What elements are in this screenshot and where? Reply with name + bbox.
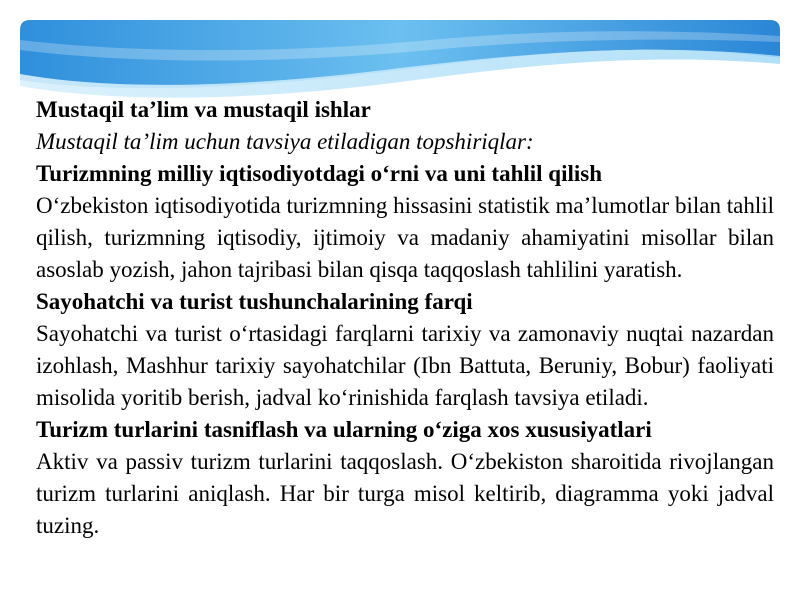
section-heading: Turizmning milliy iqtisodiyotdagi o‘rni va uni tahlil qilish — [36, 161, 602, 186]
slide-content — [36, 94, 774, 542]
slide-title: Mustaqil ta’lim va mustaqil ishlar — [36, 97, 371, 122]
slide-subtitle: Mustaqil ta’lim uchun tavsiya etiladigan topshiriqlar: — [36, 129, 534, 154]
section-text: Aktiv va passiv turizm turlarini taqqoslash. O‘zbekiston sharoitida rivojlangan turizm turlarini aniqlash. Har bir turga misol keltirib, diagramma yoki jadval tuzing. — [36, 449, 774, 538]
section-text: O‘zbekiston iqtisodiyotida turizmning hissasini statistik ma’lumotlar bilan tahlil qilish, turizmning iqtisodiy, ijtimoiy va madaniy ahamiyatini misollar bilan asoslab yozish, jahon tajribasi bilan qisqa taqqoslash tahlilini yaratish. — [36, 193, 774, 282]
section-heading: Turizm turlarini tasniflash va ularning o‘ziga xos xususiyatlari — [36, 417, 652, 442]
section-text: Sayohatchi va turist o‘rtasidagi farqlarni tarixiy va zamonaviy nuqtai nazardan izohlash, Mashhur tarixiy sayohatchilar (Ibn Battuta, Beruniy, Bobur) faoliyati misolida yoritib berish, jadval ko‘rinishida farqlash tavsiya etiladi. — [36, 321, 774, 410]
section-heading: Sayohatchi va turist tushunchalarining farqi — [36, 289, 473, 314]
